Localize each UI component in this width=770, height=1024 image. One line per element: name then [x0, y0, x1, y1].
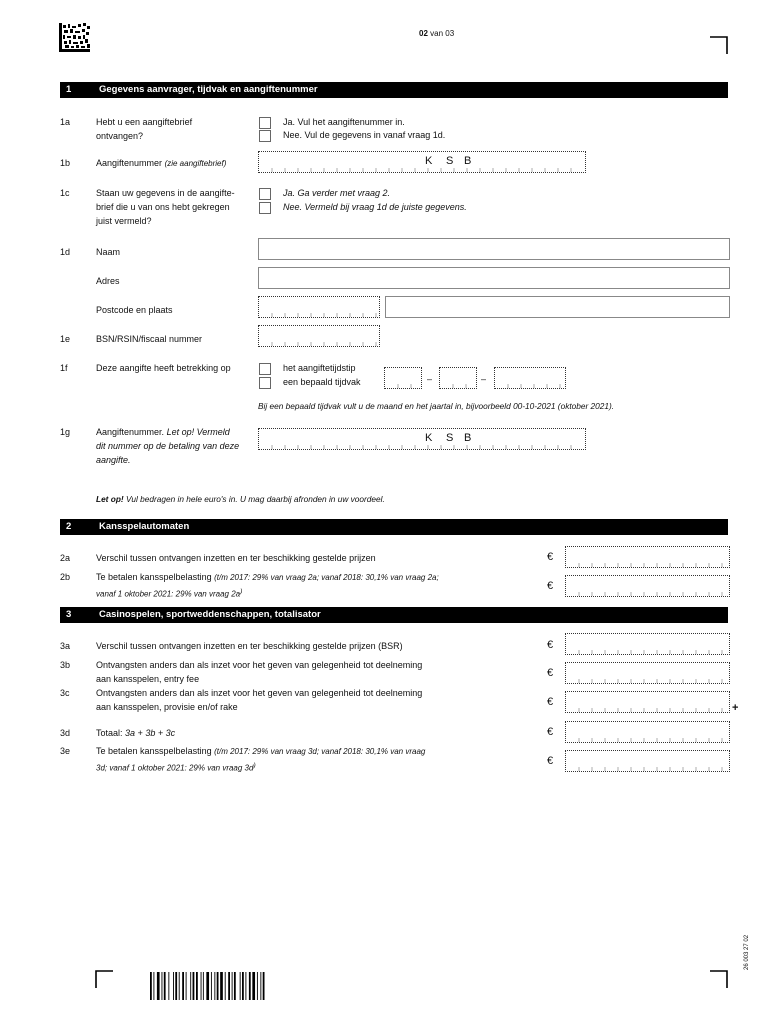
side-code: 26 003 27 02: [744, 934, 750, 970]
barcode-bar: [164, 972, 166, 1000]
q1d-number: 1d: [60, 247, 71, 257]
q3b-amount-field[interactable]: [565, 662, 730, 684]
q1c-no-checkbox[interactable]: [259, 202, 271, 214]
barcode-bar: [228, 972, 230, 1000]
q1f-note: Bij een bepaald tijdvak vult u de maand en het jaartal in, bijvoorbeeld 00-10-2021 (oktober 2021).: [258, 401, 615, 411]
q1d-postcode-label: Postcode en plaats: [96, 305, 173, 315]
q3e-label: Te betalen kansspelbelasting (t/m 2017: 29% van vraag 3d; vanaf 2018: 30,1% van vraag 3d; vanaf 1 oktober 2021: 29% van vraag 3d): [96, 746, 426, 773]
q1g-b-letter: B: [464, 432, 472, 444]
q3b-label: Ontvangsten anders dan als inzet voor het geven van gelegenheid tot deelneming aan kansspelen, entry fee: [96, 660, 423, 684]
barcode-bar: [173, 972, 174, 1000]
q1b-number: 1b: [60, 158, 71, 168]
barcode-bar: [201, 972, 202, 1000]
q1d-postcode-field[interactable]: [258, 296, 380, 318]
comb-ticks: [385, 382, 421, 388]
q1b-label: Aangiftenummer (zie aangiftebrief): [96, 158, 227, 168]
q1d-naam-field[interactable]: [258, 238, 730, 260]
barcode-bar: [260, 972, 261, 1000]
q1g-number: 1g: [60, 427, 71, 437]
barcode-bar: [257, 972, 258, 1000]
q1f-jaar-field[interactable]: [494, 367, 566, 389]
q1d-plaats-field[interactable]: [385, 296, 730, 318]
q1c-number: 1c: [60, 188, 70, 198]
barcode: [150, 972, 314, 1000]
q1a-number: 1a: [60, 117, 71, 127]
letop-note: Let op! Vul bedragen in hele euro's in. U mag daarbij afronden in uw voordeel.: [96, 494, 385, 504]
q1f-aangiftetijdstip-checkbox[interactable]: [259, 363, 271, 375]
barcode-bar: [252, 972, 255, 1000]
barcode-bar: [234, 972, 236, 1000]
comb-ticks: [566, 736, 729, 742]
q1f-tijdvak-checkbox[interactable]: [259, 377, 271, 389]
barcode-bar: [232, 972, 233, 1000]
barcode-bar: [196, 972, 198, 1000]
barcode-bar: [190, 972, 191, 1000]
barcode-bar: [263, 972, 265, 1000]
q1f-dash-2: –: [481, 374, 487, 384]
q2b-amount-field[interactable]: [565, 575, 730, 597]
comb-ticks: [495, 382, 565, 388]
q1g-aangiftenummer-field[interactable]: [258, 428, 586, 450]
barcode-bar: [242, 972, 244, 1000]
barcode-bar: [211, 972, 212, 1000]
barcode-bar: [214, 972, 215, 1000]
comb-ticks: [566, 765, 729, 771]
barcode-bar: [245, 972, 246, 1000]
q3b-euro-sign: €: [547, 667, 554, 679]
barcode-bar: [220, 972, 223, 1000]
q2a-euro-sign: €: [547, 551, 554, 563]
barcode-bar: [249, 972, 251, 1000]
q1f-option-1: het aangiftetijdstip: [283, 363, 356, 373]
q1f-maand-field[interactable]: [439, 367, 477, 389]
plus-sign: +: [732, 702, 739, 714]
q1b-b-letter: B: [464, 155, 472, 167]
q3b-number: 3b: [60, 660, 71, 670]
comb-ticks: [259, 166, 585, 172]
barcode-bar: [168, 972, 169, 1000]
q2a-label: Verschil tussen ontvangen inzetten en ter beschikking gestelde prijzen: [96, 553, 376, 563]
q3c-amount-field[interactable]: [565, 691, 730, 713]
barcode-bar: [193, 972, 195, 1000]
q3a-label: Verschil tussen ontvangen inzetten en ter beschikking gestelde prijzen (BSR): [96, 641, 403, 651]
q3a-amount-field[interactable]: [565, 633, 730, 655]
q1f-dash-1: –: [427, 374, 433, 384]
datamatrix-code: [59, 23, 90, 52]
q1c-option-yes: Ja. Ga verder met vraag 2.: [283, 188, 391, 198]
q1c-yes-checkbox[interactable]: [259, 188, 271, 200]
q1g-s-letter: S: [446, 432, 454, 444]
q1b-s-letter: S: [446, 155, 454, 167]
q3d-label: Totaal: 3a + 3b + 3c: [96, 728, 176, 738]
comb-ticks: [259, 443, 585, 449]
barcode-bar: [175, 972, 177, 1000]
q3a-number: 3a: [60, 641, 71, 651]
q3e-number: 3e: [60, 746, 71, 756]
section-1-header: 1 Gegevens aanvrager, tijdvak en aangiftenummer: [60, 82, 728, 98]
q1c-option-no: Nee. Vermeld bij vraag 1d de juiste gegevens.: [283, 202, 467, 212]
q2b-euro-sign: €: [547, 580, 554, 592]
q3d-number: 3d: [60, 728, 71, 738]
barcode-bar: [217, 972, 219, 1000]
comb-ticks: [440, 382, 476, 388]
q1a-option-yes: Ja. Vul het aangiftenummer in.: [283, 117, 405, 127]
q1a-yes-checkbox[interactable]: [259, 117, 271, 129]
q1e-bsn-field[interactable]: [258, 325, 380, 347]
comb-ticks: [259, 311, 379, 317]
barcode-bar: [179, 972, 180, 1000]
corner-mark-top-right: [710, 36, 728, 54]
comb-ticks: [259, 340, 379, 346]
comb-ticks: [566, 677, 729, 683]
q1d-adres-field[interactable]: [258, 267, 730, 289]
q3d-amount-field[interactable]: [565, 721, 730, 743]
barcode-bar: [225, 972, 226, 1000]
q1a-no-checkbox[interactable]: [259, 130, 271, 142]
q1d-naam-label: Naam: [96, 247, 121, 257]
barcode-bar: [240, 972, 241, 1000]
q1e-number: 1e: [60, 334, 71, 344]
q1c-label: Staan uw gegevens in de aangifte- brief die u van ons hebt gekregen juist vermeld?: [96, 188, 235, 226]
q1a-option-no: Nee. Vul de gegevens in vanaf vraag 1d.: [283, 130, 446, 140]
q3e-amount-field[interactable]: [565, 750, 730, 772]
q3c-label: Ontvangsten anders dan als inzet voor het geven van gelegenheid tot deelneming aan kansspelen, provisie en/of rake: [96, 688, 423, 712]
q1f-number: 1f: [60, 363, 68, 373]
q1f-option-2: een bepaald tijdvak: [283, 377, 361, 387]
barcode-bar: [182, 972, 184, 1000]
barcode-bar: [186, 972, 187, 1000]
q1f-dag-field[interactable]: [384, 367, 422, 389]
q3a-euro-sign: €: [547, 639, 554, 651]
comb-ticks: [566, 706, 729, 712]
corner-mark-bottom-right: [710, 970, 728, 988]
q3d-euro-sign: €: [547, 726, 554, 738]
q1f-label: Deze aangifte heeft betrekking op: [96, 363, 231, 373]
q2a-amount-field[interactable]: [565, 546, 730, 568]
barcode-bar: [150, 972, 152, 1000]
section-2-header: 2 Kansspelautomaten: [60, 519, 728, 535]
q3e-euro-sign: €: [547, 755, 554, 767]
q1g-k-letter: K: [425, 432, 433, 444]
barcode-bar: [203, 972, 204, 1000]
q2b-number: 2b: [60, 572, 71, 582]
comb-ticks: [566, 648, 729, 654]
barcode-bar: [206, 972, 209, 1000]
q1b-k-letter: K: [425, 155, 433, 167]
barcode-bar: [157, 972, 160, 1000]
comb-ticks: [566, 590, 729, 596]
barcode-bar: [153, 972, 154, 1000]
q1g-label: Aangiftenummer. Let op! Vermeld dit nummer op de betaling van deze aangifte.: [96, 427, 240, 465]
q1e-label: BSN/RSIN/fiscaal nummer: [96, 334, 203, 344]
q1a-label: Hebt u een aangiftebrief ontvangen?: [96, 117, 193, 141]
page-indicator: 02 van 03: [419, 29, 455, 38]
corner-mark-bottom-left: [95, 970, 113, 988]
q1d-adres-label: Adres: [96, 276, 120, 286]
q2a-number: 2a: [60, 553, 71, 563]
section-3-header: 3 Casinospelen, sportweddenschappen, totalisator: [60, 607, 728, 623]
q3c-number: 3c: [60, 688, 70, 698]
q3c-euro-sign: €: [547, 696, 554, 708]
q1b-aangiftenummer-field[interactable]: [258, 151, 586, 173]
barcode-bar: [162, 972, 163, 1000]
comb-ticks: [566, 561, 729, 567]
q2b-label: Te betalen kansspelbelasting (t/m 2017: 29% van vraag 2a; vanaf 2018: 30,1% van vraag 2a; vanaf 1 oktober 2021: 29% van vraag 2a): [96, 572, 439, 599]
